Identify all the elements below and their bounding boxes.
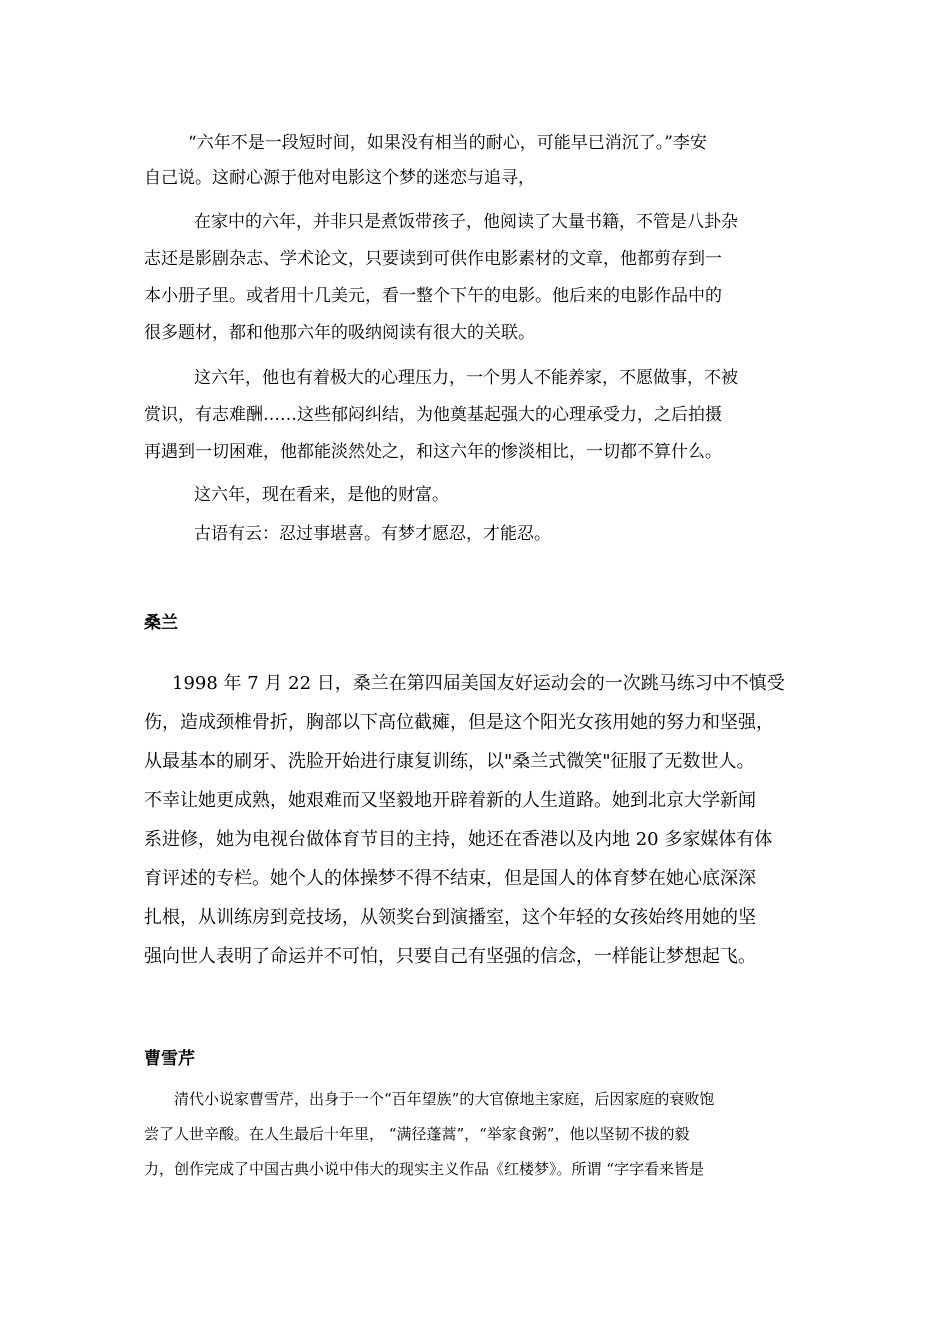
paragraph-line: 育评述的专栏。她个人的体操梦不得不结束，但是国人的体育梦在她心底深深 [144,868,756,889]
sang-lan-paragraph [144,664,834,976]
li-an-paragraph-4 [194,477,449,514]
li-an-paragraph-5 [194,516,551,553]
paragraph-line: 自己说。这耐心源于他对电影这个梦的迷恋与追寻， [144,168,535,188]
section-heading-sang-lan: 桑兰 [144,613,178,633]
paragraph-line: 这六年，现在看来，是他的财富。 [194,485,449,505]
paragraph-line: 强向世人表明了命运并不可怕，只要自己有坚强的信念，一样能让梦想起飞。 [144,946,756,967]
paragraph-line: 本小册子里。或者用十几美元，看一整个下午的电影。他后来的电影作品中的 [144,286,722,306]
paragraph-line: 1998 年 7 月 22 日，桑兰在第四届美国友好运动会的一次跳马练习中不慎受 [172,673,785,694]
paragraph-line: 不幸让她更成熟，她艰难而又坚毅地开辟着新的人生道路。她到北京大学新闻 [144,790,756,811]
paragraph-line: 力，创作完成了中国古典小说中伟大的现实主义作品《红楼梦》。所谓 “字字看来皆是 [144,1160,704,1178]
paragraph-line: 志还是影剧杂志、学术论文，只要读到可供作电影素材的文章，他都剪存到一 [144,249,722,269]
paragraph-line: “六年不是一段短时间，如果没有相当的耐心，可能早已消沉了。”李安 [188,133,707,153]
li-an-paragraph-3 [144,360,824,471]
li-an-paragraph-1 [144,126,824,196]
paragraph-line: 在家中的六年，并非只是煮饭带孩子，他阅读了大量书籍，不管是八卦杂 [194,212,738,232]
paragraph-line: 尝了人世辛酸。在人生最后十年里， “满径蓬蒿”，“举家食粥”，他以坚韧不拔的毅 [144,1125,690,1143]
paragraph-line: 这六年，他也有着极大的心理压力，一个男人不能养家，不愿做事，不被 [194,368,738,388]
paragraph-line: 古语有云：忍过事堪喜。有梦才愿忍，才能忍。 [194,524,551,544]
paragraph-line: 从最基本的刷牙、洗脸开始进行康复训练，以"桑兰式微笑"征服了无数世人。 [144,751,755,772]
paragraph-line: 赏识，有志难酬……这些郁闷纠结，为他奠基起强大的心理承受力，之后拍摄 [144,405,722,425]
paragraph-line: 很多题材，都和他那六年的吸纳阅读有很大的关联。 [144,323,535,343]
paragraph-line: 伤，造成颈椎骨折，胸部以下高位截瘫，但是这个阳光女孩用她的努力和坚强， [144,712,774,733]
paragraph-line: 清代小说家曹雪芹，出身于一个“百年望族”的大官僚地主家庭，后因家庭的衰败饱 [174,1090,715,1108]
li-an-paragraph-2 [144,204,824,352]
cao-xueqin-paragraph [144,1082,824,1187]
paragraph-line: 扎根，从训练房到竞技场，从领奖台到演播室，这个年轻的女孩始终用她的坚 [144,907,756,928]
paragraph-line: 再遇到一切困难，他都能淡然处之，和这六年的惨淡相比，一切都不算什么。 [144,442,722,462]
section-heading-cao-xueqin: 曹雪芹 [144,1049,195,1069]
paragraph-line: 系进修，她为电视台做体育节目的主持，她还在香港以及内地 20 多家媒体有体 [144,829,773,850]
